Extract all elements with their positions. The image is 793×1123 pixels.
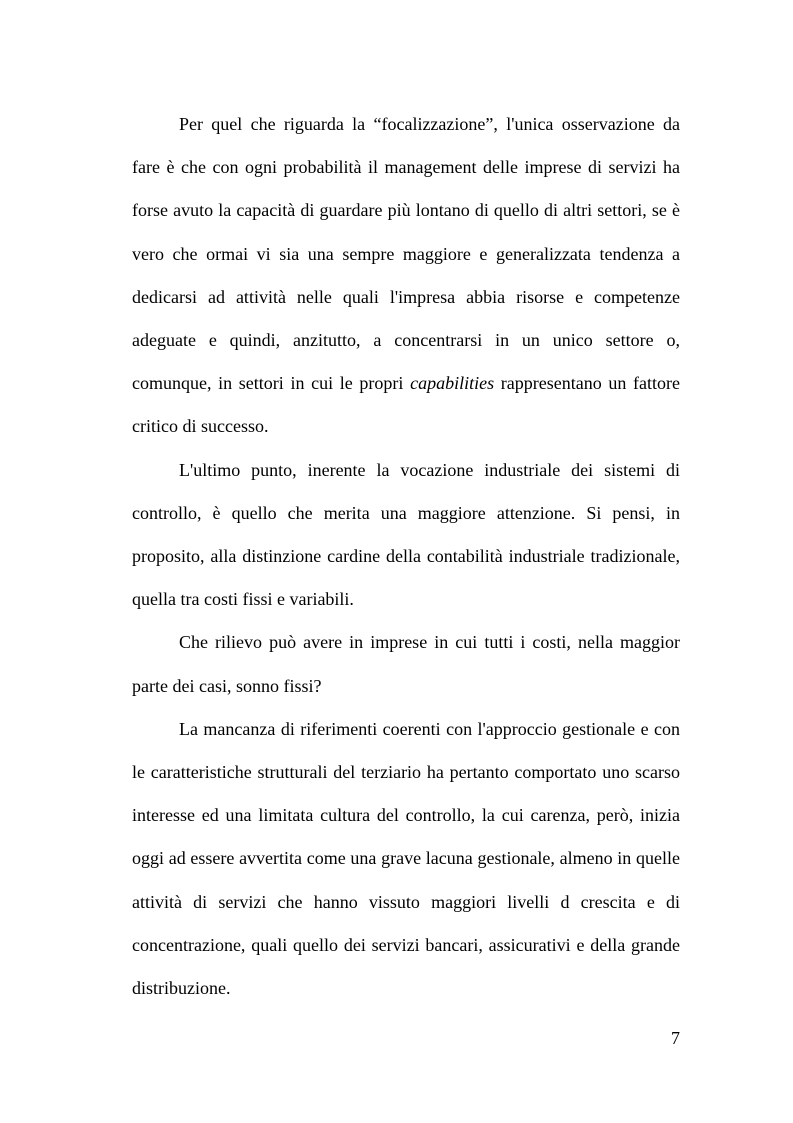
paragraph-text: Che rilievo può avere in imprese in cui tutti i costi, nella maggior parte dei casi, sonno fissi? [132, 632, 680, 696]
paragraph-cultura-controllo [132, 708, 680, 1010]
paragraph-focalizzazione [132, 103, 680, 449]
paragraph-text: rappresentano un fattore critico di successo. [132, 373, 681, 437]
body-text [132, 103, 680, 1010]
paragraph-text: Per quel che riguarda la “focalizzazione”, l'unica osservazione da fare è che con ogni probabilità il management delle imprese di servizi ha forse avuto la capacità di guardare più lontano di quello di altri settori, se è vero che ormai vi sia una sempre maggiore e generalizzata tendenza a dedicarsi ad attività nelle quali l'impresa abbia risorse e competenze adeguate e quindi, anzitutto, a concentrarsi in un unico settore o, comunque, in settori in cui le propri [132, 114, 680, 394]
page-number: 7 [671, 1028, 680, 1048]
paragraph-text-italic: capabilities [410, 373, 495, 394]
paragraph-costi-fissi [132, 621, 680, 707]
paragraph-text: L'ultimo punto, inerente la vocazione industriale dei sistemi di controllo, è quello che merita una maggiore attenzione. Si pensi, in proposito, alla distinzione cardine della contabilità industriale tradizionale, quella tra costi fissi e variabili. [132, 459, 680, 610]
paragraph-vocazione-industriale [132, 449, 680, 622]
paragraph-text: La mancanza di riferimenti coerenti con l'approccio gestionale e con le caratteristiche strutturali del terziario ha pertanto comportato uno scarso interesse ed una limitata cultura del controllo, la cui carenza, però, inizia oggi ad essere avvertita come una grave lacuna gestionale, almeno in quelle attività di servizi che hanno vissuto maggiori livelli d crescita e di concentrazione, quali quello dei servizi bancari, assicurativi e della grande distribuzione. [132, 718, 680, 999]
